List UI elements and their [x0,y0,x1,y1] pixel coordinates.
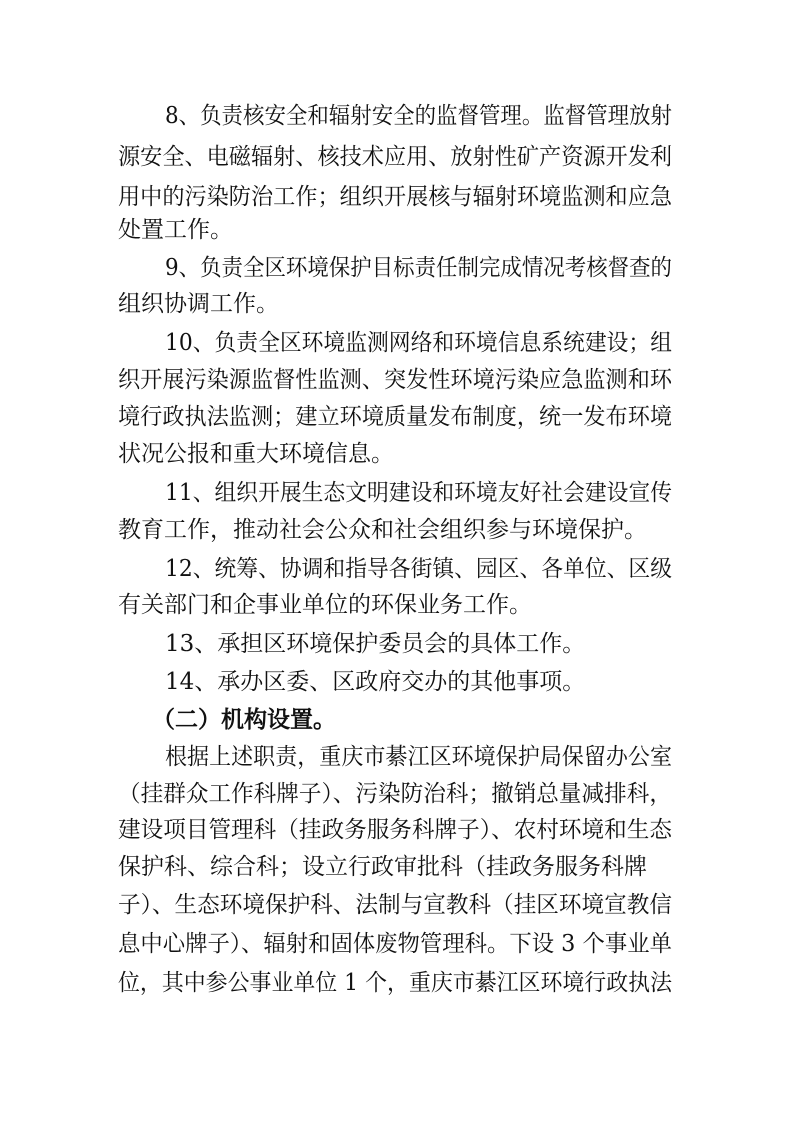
text-line [0,549,793,589]
item-11-line-1: 11、组织开展生态文明建设和环境友好社会建设宣传 [165,480,673,506]
section-heading [0,700,793,740]
text-line [0,210,793,250]
text-line [0,473,793,513]
text-line [0,137,793,177]
text-line [0,810,793,850]
text-line [0,360,793,400]
item-13-line: 13、承担区环境保护委员会的具体工作。 [165,631,586,657]
body-line-2: （挂群众工作科牌子）、污染防治科；撤销总量减排科， [118,781,672,807]
item-8-line-3: 用中的污染防治工作；组织开展核与辐射环境监测和应急 [118,184,673,210]
item-8-line-4: 处置工作。 [118,217,233,243]
text-line [0,96,793,136]
text-line [0,323,793,363]
text-line [0,434,793,474]
body-line-5: 子）、生态环境保护科、法制与宣教科（挂区环境宣教信 [118,892,672,918]
text-line [0,510,793,550]
item-10-line-2: 织开展污染源监督性监测、突发性环境污染应急监测和环 [118,367,673,393]
item-10-line-1: 10、负责全区环境监测网络和环境信息系统建设；组 [165,330,673,356]
text-line [0,248,793,288]
text-line [0,847,793,887]
text-line [0,885,793,925]
item-10-line-4: 状况公报和重大环境信息。 [118,441,394,467]
item-12-line-2: 有关部门和企事业单位的环保业务工作。 [118,592,532,618]
body-line-6: 息中心牌子）、辐射和固体废物管理科。下设 3 个事业单 [118,931,672,957]
section-heading-text: （二）机构设置。 [152,707,336,733]
text-line [0,924,793,964]
item-11-line-2: 教育工作，推动社会公众和社会组织参与环境保护。 [118,517,647,543]
body-line-7: 位，其中参公事业单位 1 个，重庆市綦江区环境行政执法 [118,970,673,996]
text-line [0,963,793,1003]
text-line [0,585,793,625]
text-line [0,774,793,814]
text-line [0,284,793,324]
text-line [0,624,793,664]
body-line-4: 保护科、综合科；设立行政审批科（挂政务服务科牌 [118,854,647,880]
item-9-line-1: 9、负责全区环境保护目标责任制完成情况考核督查的 [165,255,672,281]
text-line [0,737,793,777]
item-12-line-1: 12、统筹、协调和指导各街镇、园区、各单位、区级 [165,556,673,582]
body-line-3: 建设项目管理科（挂政务服务科牌子）、农村环境和生态 [118,817,672,843]
body-line-1: 根据上述职责，重庆市綦江区环境保护局保留办公室 [165,744,672,770]
text-line [0,397,793,437]
text-line [0,662,793,702]
item-8-line-1: 8、负责核安全和辐射安全的监督管理。监督管理放射 [165,103,672,129]
item-10-line-3: 境行政执法监测；建立环境质量发布制度，统一发布环境 [118,404,673,430]
item-9-line-2: 组织协调工作。 [118,291,279,317]
item-8-line-2: 源安全、电磁辐射、核技术应用、放射性矿产资源开发利 [118,144,673,170]
item-14-line: 14、承办区委、区政府交办的其他事项。 [165,669,586,695]
